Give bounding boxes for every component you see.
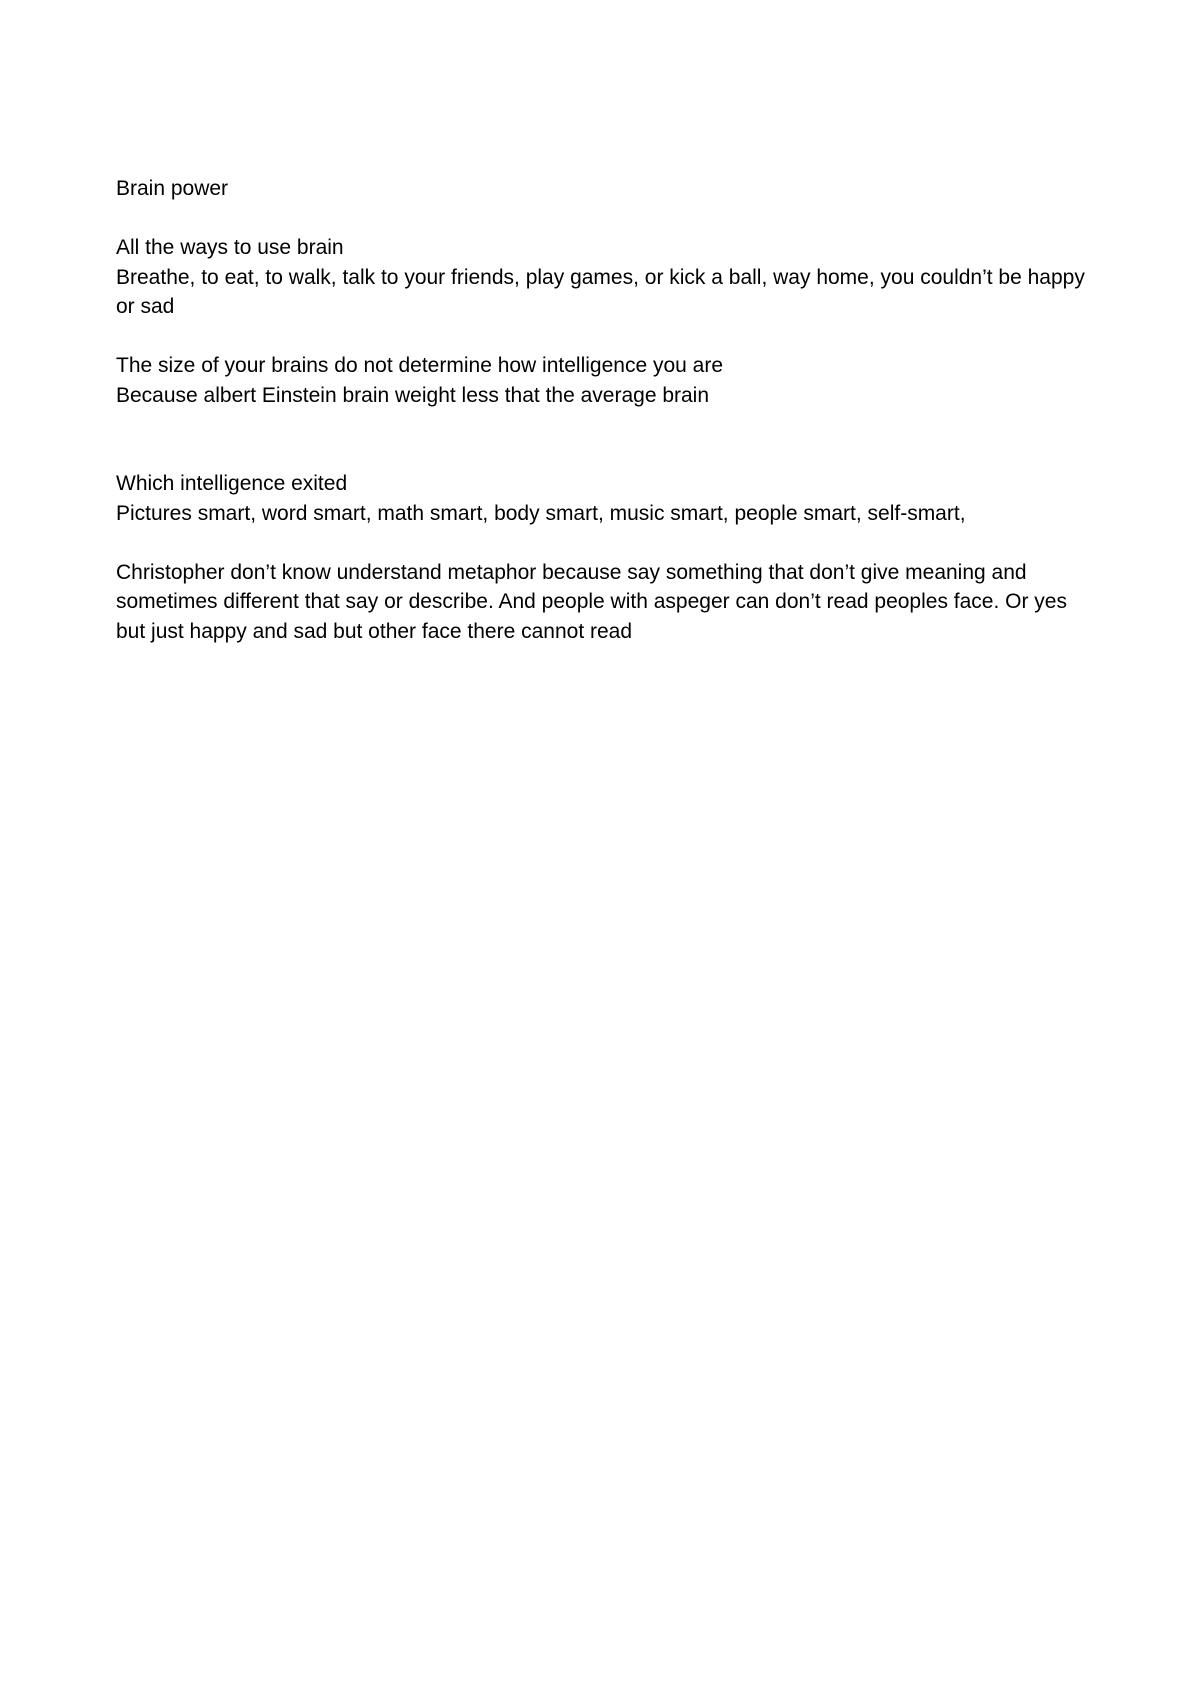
- document-title: Brain power: [116, 177, 229, 200]
- section-heading: Which intelligence exited: [116, 472, 348, 495]
- paragraph-spacer: [116, 410, 1096, 469]
- paragraph-text: The size of your brains do not determine how intelligence you are: [116, 354, 724, 377]
- paragraph-spacer: [116, 322, 1096, 352]
- paragraph-spacer: [116, 204, 1096, 234]
- paragraph-text: Pictures smart, word smart, math smart, body smart, music smart, people smart, self-smart,: [116, 501, 966, 525]
- paragraph-text: Because albert Einstein brain weight less that the average brain: [116, 383, 710, 407]
- paragraph-spacer: [116, 528, 1096, 558]
- section-heading: All the ways to use brain: [116, 236, 344, 259]
- document-body: [116, 174, 1096, 646]
- paragraph-text: Breathe, to eat, to walk, talk to your friends, play games, or kick a ball, way home, you couldn’t be happy or sad: [116, 265, 1085, 318]
- paragraph-text: Christopher don’t know understand metaphor because say something that don’t give meaning and sometimes different that say or describe. And people with aspeger can don’t read peoples face. Or yes but just happy and sad but other face there cannot read: [116, 560, 1067, 643]
